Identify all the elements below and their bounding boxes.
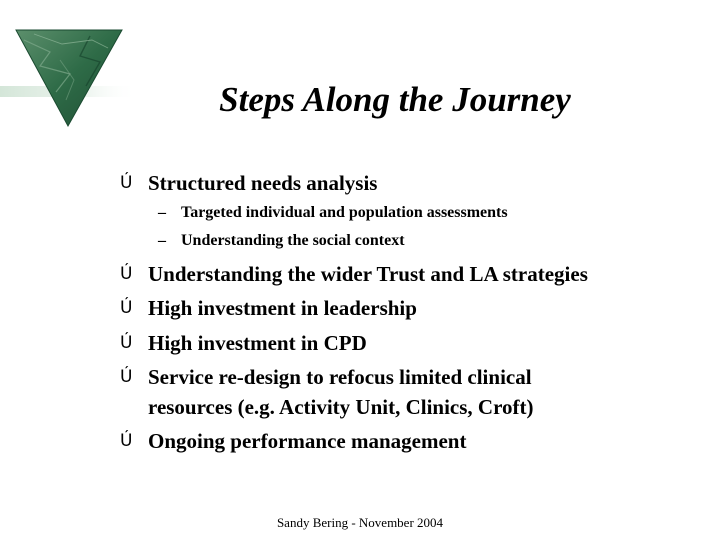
bullet-text: Service re-design to refocus limited clinical — [148, 365, 532, 389]
bullet-text: Structured needs analysis — [148, 171, 378, 195]
dash-marker: – — [158, 232, 166, 249]
bullet-marker: Ú — [120, 173, 133, 193]
slide-title: Steps Along the Journey — [219, 80, 571, 119]
bullet-marker: Ú — [120, 298, 133, 318]
dash-marker: – — [158, 204, 166, 221]
bullet-marker: Ú — [120, 264, 133, 284]
slide-footer: Sandy Bering - November 2004 — [276, 515, 444, 530]
bullet-marker: Ú — [120, 333, 133, 353]
sub-bullet-text: Targeted individual and population assessments — [181, 204, 508, 221]
bullet-marker: Ú — [120, 431, 133, 451]
bullet-text: High investment in leadership — [148, 296, 417, 320]
bullet-text: High investment in CPD — [148, 331, 367, 355]
bullet-text: Ongoing performance management — [148, 429, 467, 453]
bullet-continuation-text: resources (e.g. Activity Unit, Clinics, Croft) — [148, 395, 534, 419]
bullet-text: Understanding the wider Trust and LA strategies — [148, 262, 588, 286]
logo-icon — [0, 0, 140, 140]
bullet-marker: Ú — [120, 367, 133, 387]
sub-bullet-text: Understanding the social context — [181, 232, 405, 249]
